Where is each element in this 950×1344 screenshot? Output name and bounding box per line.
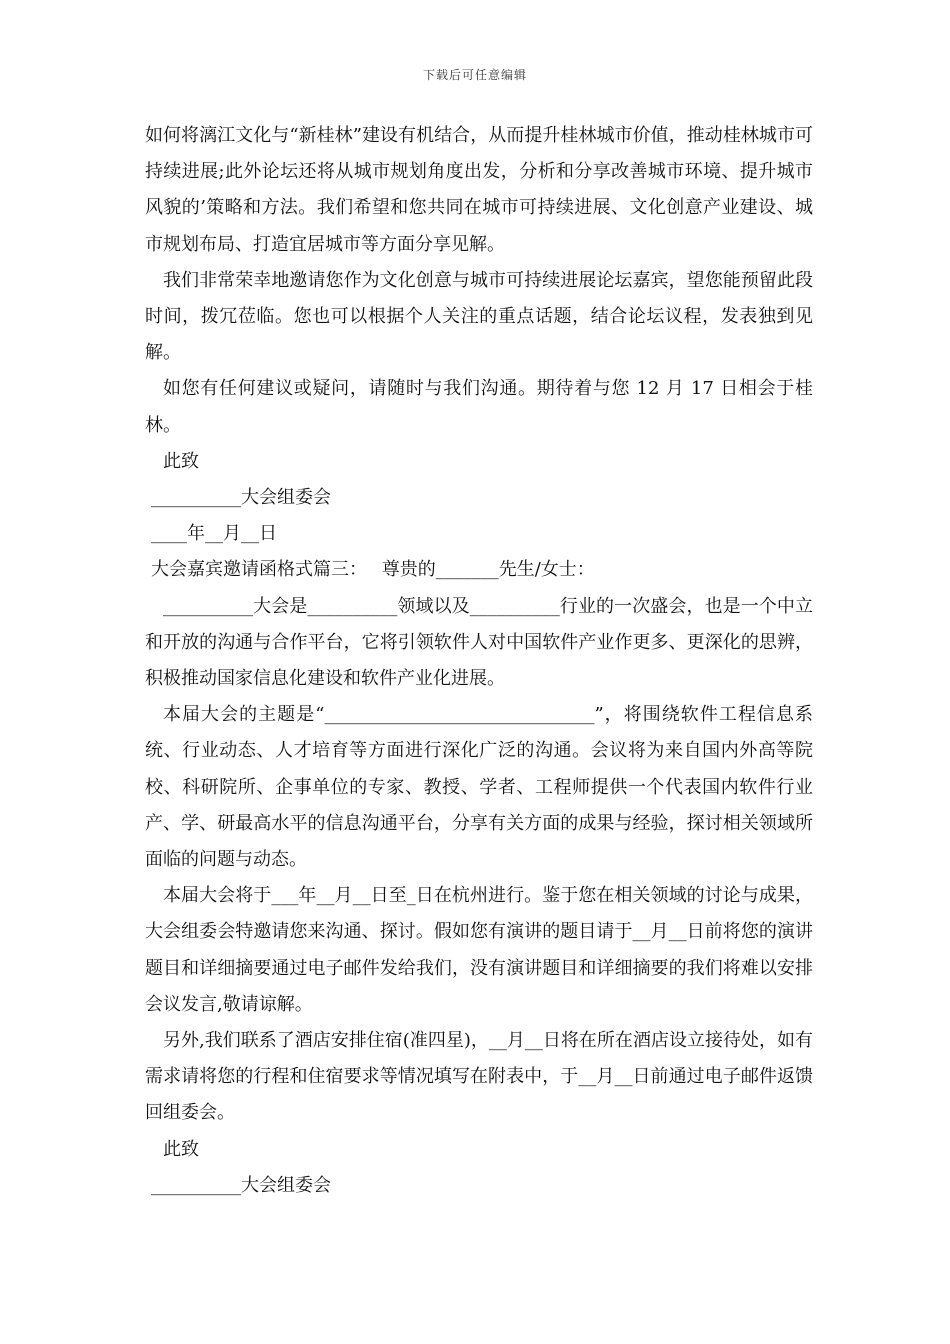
signature-organizer-2: __________大会组委会 [151,1174,331,1196]
section-heading-template-3: 大会嘉宾邀请函格式篇三： 尊贵的_______先生/女士： [151,559,595,581]
signature-date: ____年__月__日 [151,523,277,545]
header-note: 下载后可任意编辑 [422,68,527,82]
paragraph-accommodation: 另外,我们联系了酒店安排住宿(准四星)，__月__日将在所在酒店设立接待处，如有需求请将您的行程和住宿要求等情况填写在附表中，于__月__日前通过电子邮件返馈回组委会。 [145,1030,813,1124]
closing-salutation: 此致 [163,450,199,472]
paragraph-contact: 如您有任何建议或疑问，请随时与我们沟通。期待着与您 12 月 17 日相会于桂林。 [145,378,813,436]
document-body [145,118,813,1204]
paragraph-invitation: 我们非常荣幸地邀请您作为文化创意与城市可持续进展论坛嘉宾，望您能预留此段时间，拨冗莅临。您也可以根据个人关注的重点话题，结合论坛议程，发表独到见解。 [145,269,813,364]
paragraph-conference-intro: __________大会是__________领域以及__________行业的一次盛会，也是一个中立和开放的沟通与合作平台，它将引领软件人对中国软件产业作更多、更深化的思辨，积极推动国家信息化建设和软件产业化进展。 [145,595,813,690]
paragraph-conference-theme: 本届大会的主题是“______________________________”，将围绕软件工程信息系统、行业动态、人才培育等方面进行深化广泛的沟通。会议将为来自国内外高等院校、科研院所、企事单位的专家、教授、学者、工程师提供一个代表国内软件行业产、学、研最高水平的信息沟通平台，分享有关方面的成果与经验，探讨相关领域所面临的问题与动态。 [145,704,813,871]
paragraph-conference-schedule: 本届大会将于___年__月__日至_日在杭州进行。鉴于您在相关领域的讨论与成果，大会组委会特邀请您来沟通、探讨。假如您有演讲的题目请于__月__日前将您的演讲题目和详细摘要通过电子邮件发给我们，没有演讲题目和详细摘要的我们将难以安排会议发言,敬请谅解。 [145,885,813,1015]
signature-organizer: __________大会组委会 [151,487,331,509]
closing-salutation-2: 此致 [163,1138,199,1160]
paragraph-intro-continued: 如何将漓江文化与“新桂林”建设有机结合，从而提升桂林城市价值，推动桂林城市可持续进展;此外论坛还将从城市规划角度出发，分析和分享改善城市环境、提升城市风貌的’策略和方法。我们希望和您共同在城市可持续进展、文化创意产业建设、城市规划布局、打造宜居城市等方面分享见解。 [145,125,813,255]
